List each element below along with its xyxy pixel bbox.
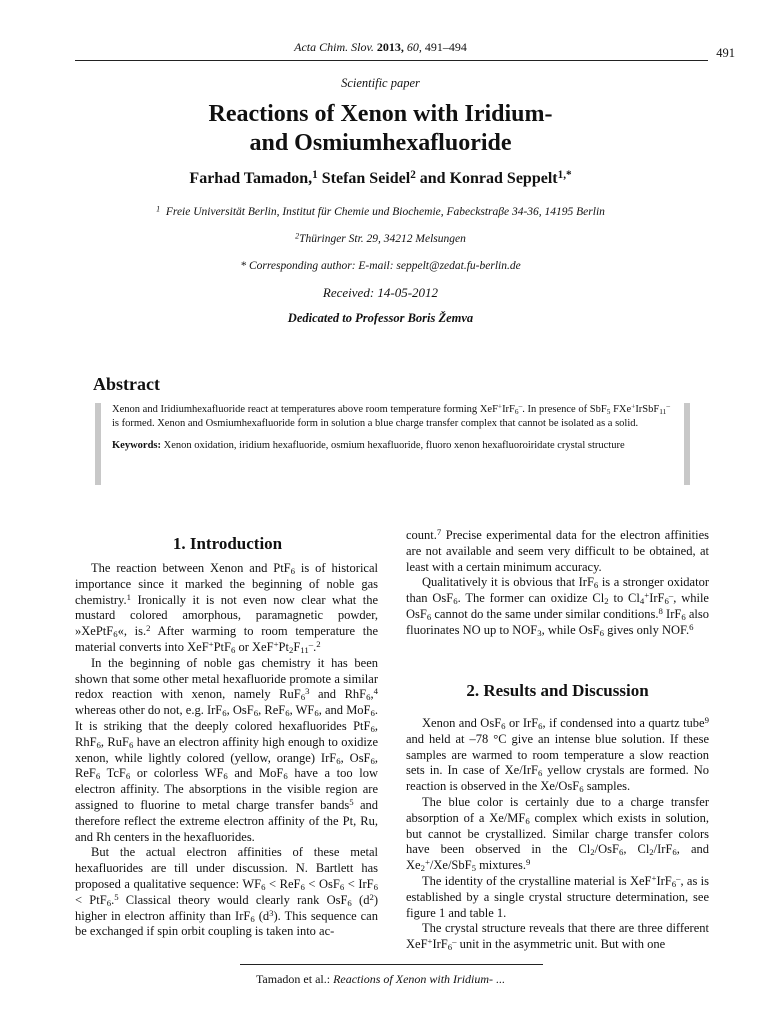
author-1: Farhad Tamadon, — [189, 170, 313, 187]
affiliation-1 — [0, 206, 761, 218]
corresponding-star: * — [565, 168, 572, 181]
footer-authors: Tamadon et al.: — [255, 972, 331, 986]
paragraph: The blue color is certainly due to a charge transfer absorption of a $Xe/MF_6$ complex which exists in solution, but cannot be crystallized. Similar charge transfer colors have been observed in the $Cl_2/OsF_6$, $Cl_2/IrF_6$, and $Xe_2^+/Xe/SbF_5$ mixtures.$^9$ — [406, 794, 709, 874]
paper-type: Scientific paper — [341, 76, 420, 90]
footer-ellipsis: ... — [496, 972, 506, 986]
journal-year: 2013, — [376, 40, 404, 54]
journal-name: Acta Chim. Slov. — [294, 40, 374, 54]
author-3: and Konrad Seppelt — [419, 170, 558, 187]
paragraph: Qualitatively it is obvious that IrF$_6$ is a stronger oxidator than OsF$_6$. The former can oxidize $Cl_2$ to $Cl_4^+IrF_6^-$, while OsF$_6$ cannot do the same under similar conditions.$^8$ IrF$_6$ also fluorinates NO up to $NOF_3$, while OsF$_6$ gives only NOF.$^6$ — [406, 575, 709, 638]
title-line-1: Reactions of Xenon with Iridium- — [208, 101, 553, 127]
footer-rule — [240, 964, 543, 965]
running-footer — [0, 972, 761, 987]
right-column-text-bottom — [406, 716, 709, 953]
abstract-heading: Abstract — [93, 374, 160, 394]
page-number: 491 — [716, 46, 735, 60]
footer-title: Reactions of Xenon with Iridium- — [333, 972, 494, 986]
journal-pages: 491–494 — [424, 40, 467, 54]
keywords-text: Xenon oxidation, iridium hexafluoride, osmium hexafluoride, fluoro xenon hexafluoroiridate crystal structure — [163, 440, 625, 451]
dedication: Dedicated to Professor Boris Žemva — [287, 311, 474, 325]
section-heading-results: 2. Results and Discussion — [466, 681, 649, 700]
journal-volume: 60, — [406, 40, 422, 54]
section-heading-introduction: 1. Introduction — [172, 534, 283, 553]
paragraph: But the actual electron affinities of these metal hexafluorides are till under discussion. N. Bartlett has proposed a qualitative sequence: $WF_6 < ReF_6 < OsF_6 < IrF_6 < PtF_6.^5$ Classical theory would clearly rank OsF$_6$ $(d^2)$ higher in electron affinity than IrF$_6$ $(d^3)$. This sequence can be exchanged if spin orbit coupling is taken into ac- — [75, 845, 379, 939]
header-rule — [75, 60, 708, 61]
paragraph: The reaction between Xenon and PtF$_6$ is of historical importance since it marked the beginning of noble gas chemistry.$^1$ Ironically it is not even now clear what the mustard colored amorphous, paramagnetic powder, »XePtF$_6$«, is.$^2$ After warming to room temperature the material converts into XeF+PtF$_6$ or $XeF^+Pt_2F_{11}^-.^2$ — [75, 561, 378, 656]
paragraph: The crystal structure reveals that there are three different XeF+IrF$_6$– unit in the asymmetric unit. But with one — [406, 921, 709, 953]
affiliation-1-number: 1 — [156, 204, 161, 214]
paper-title — [0, 100, 761, 158]
right-column-text-top — [406, 528, 709, 639]
left-column-text — [75, 561, 378, 940]
paragraph: The identity of the crystalline material is XeF+IrF$_6$–, as is established by a single crystal structure determination, see figure 1 and table 1. — [406, 873, 710, 920]
author-2-affiliation: 2 — [410, 168, 416, 181]
author-1-affiliation: 1 — [312, 168, 318, 181]
keywords — [112, 439, 670, 453]
author-2: Stefan Seidel — [321, 170, 411, 187]
author-list — [0, 170, 761, 188]
abstract-box — [95, 403, 690, 485]
title-line-2: and Osmiumhexafluoride — [249, 130, 512, 156]
corresponding-author: * Corresponding author: E-mail: seppelt@zedat.fu-berlin.de — [240, 260, 521, 272]
received-date: Received: 14-05-2012 — [322, 285, 439, 300]
affiliation-1-text: Freie Universität Berlin, Institut für Chemie und Biochemie, Fabeckstraβe 34-36, 14195 Berlin — [165, 206, 605, 218]
affiliation-2-text: Thüringer Str. 29, 34212 Melsungen — [299, 233, 466, 245]
journal-citation — [0, 40, 761, 55]
affiliation-2 — [0, 233, 761, 245]
author-3-affiliation: 1,* — [557, 168, 572, 181]
paragraph: Xenon and OsF$_6$ or IrF$_6$, if condensed into a quartz tube$^9$ and held at –78 °C give an intense blue solution. If these samples are warmed to room temperature a slow reaction sets in. In case of Xe/IrF$_6$ yellow crystals are formed. No reaction is observed in the Xe/OsF$_6$ samples. — [406, 715, 709, 795]
paragraph: In the beginning of noble gas chemistry it has been shown that some other metal hexafluoride promote a similar redox reaction with xenon, namely RuF$_6^3$ and RhF$_6$,$^4$ whereas other do not, e.g. IrF$_6$, OsF$_6$, ReF$_6$, $WF_6$, and MoF$_6$. It is striking that the deeply colored hexafluorides PtF$_6$, RhF$_6$, RuF$_6$ have an electron affinity high enough to oxidize xenon, while lightly colored (yellow, orange) IrF$_6$, OsF$_6$, ReF$_6$ TcF$_6$ or colorless $WF_6$ and MoF$_6$ have a too low electron affinity. The absorptions in the visible region are assigned to fluorine to metal charge transfer bands$^5$ and therefore reflect the extreme electron affinity of the Pt, Ru, and Rh centers in the hexafluorides. — [75, 655, 379, 844]
affiliation-2-number: 2 — [295, 231, 300, 241]
paragraph: count.$^7$ Precise experimental data for the electron affinities are not available and seem very difficult to be obtained, at least with a certain minimum accuracy. — [406, 527, 709, 574]
abstract-text: Xenon and Iridiumhexafluoride react at temperatures above room temperature forming XeF+IrF$_6$–. In presence of SbF$_5$ FXe+IrSbF$_{11}$– is formed. Xenon and Osmiumhexafluoride form in solution a blue charge transfer complex that cannot be isolated as a solid. — [112, 401, 670, 429]
keywords-label: Keywords: — [112, 440, 161, 451]
